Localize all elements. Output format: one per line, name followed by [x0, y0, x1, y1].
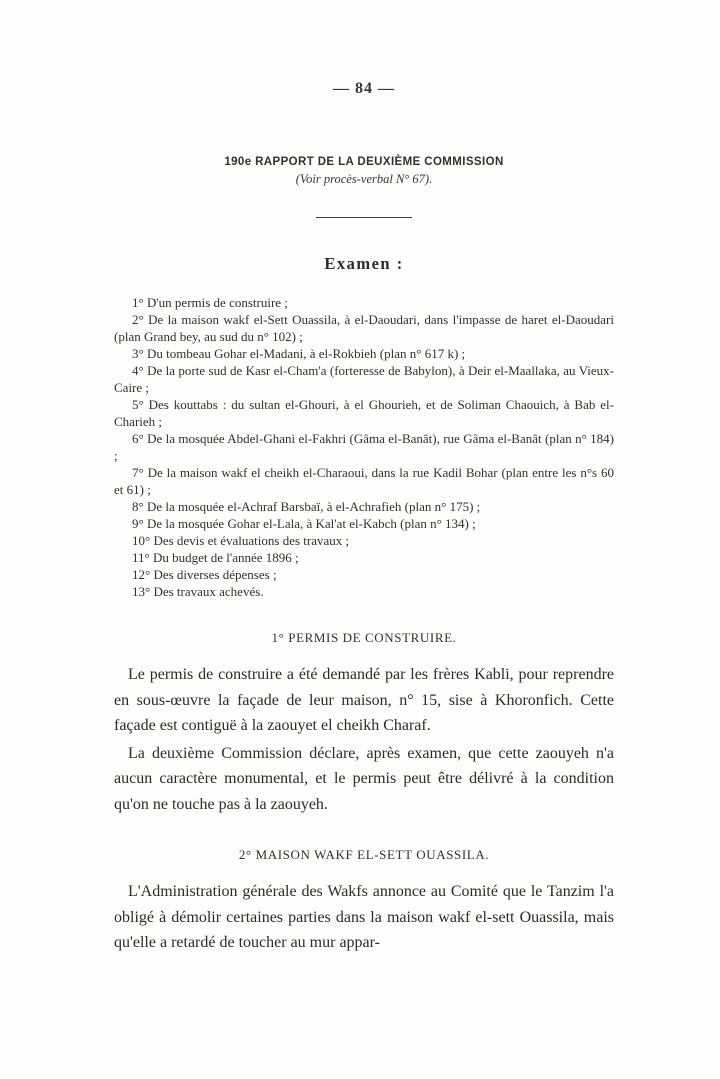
list-item: 10° Des devis et évaluations des travaux ;	[132, 533, 350, 548]
section-divider	[316, 217, 412, 218]
page-number: — 84 —	[333, 80, 395, 97]
page-content	[114, 80, 614, 956]
list-item: 2° De la maison wakf el-Sett Ouassila, à el-Daoudari, dans l'impasse de haret el-Daoudari (plan Grand bey, au sud du n° 102) ;	[114, 312, 614, 344]
paragraph: La deuxième Commission déclare, après examen, que cette zaouyeh n'a aucun caractère monumental, et le permis peut être délivré à la condition qu'on ne touche pas à la zaouyeh.	[114, 744, 614, 813]
paragraph: Le permis de construire a été demandé par les frères Kabli, pour reprendre en sous-œuvre la façade de leur maison, n° 15, sise à Khoronfich. Cette façade est contiguë à la zaouyet el cheikh Charaf.	[114, 666, 614, 734]
list-item: 13° Des travaux achevés.	[132, 584, 264, 599]
paragraph: L'Administration générale des Wakfs annonce au Comité que le Tanzim l'a obligé à démolir certaines parties dans la maison wakf el-sett Ouassila, mais qu'elle a retardé de toucher au mur appar-	[114, 883, 614, 951]
list-item: 1° D'un permis de construire ;	[132, 295, 288, 310]
section-heading-permis: 1° PERMIS DE CONSTRUIRE.	[271, 630, 457, 645]
list-item: 4° De la porte sud de Kasr el-Cham'a (forteresse de Babylon), à Deir el-Maallaka, au Vieux-Caire ;	[114, 363, 614, 395]
list-item: 3° Du tombeau Gohar el-Madani, à el-Rokbieh (plan n° 617 k) ;	[132, 346, 466, 361]
report-subtitle: (Voir procès-verbal N° 67).	[295, 172, 433, 186]
list-item: 6° De la mosquée Abdel-Ghani el-Fakhri (Gâma el-Banât), rue Gâma el-Banât (plan n° 184) ;	[114, 431, 614, 463]
list-item: 7° De la maison wakf el cheikh el-Charaoui, dans la rue Kadil Bohar (plan entre les n°s 60 et 61) ;	[114, 465, 614, 497]
list-item: 5° Des kouttabs : du sultan el-Ghouri, à el Ghourieh, et de Soliman Chaouich, à Bab el-Charieh ;	[114, 397, 614, 429]
list-item: 8° De la mosquée el-Achraf Barsbaï, à el-Achrafieh (plan n° 175) ;	[132, 499, 481, 514]
list-item: 12° Des diverses dépenses ;	[132, 567, 277, 582]
list-item: 11° Du budget de l'année 1896 ;	[132, 550, 299, 565]
report-title: 190e RAPPORT DE LA DEUXIÈME COMMISSION	[224, 156, 504, 168]
list-item: 9° De la mosquée Gohar el-Lala, à Kal'at el-Kabch (plan n° 134) ;	[132, 516, 476, 531]
examen-list	[114, 294, 614, 600]
section-heading-maison-wakf: 2° MAISON WAKF EL-SETT OUASSILA.	[238, 847, 490, 862]
examen-heading: Examen :	[324, 254, 404, 273]
